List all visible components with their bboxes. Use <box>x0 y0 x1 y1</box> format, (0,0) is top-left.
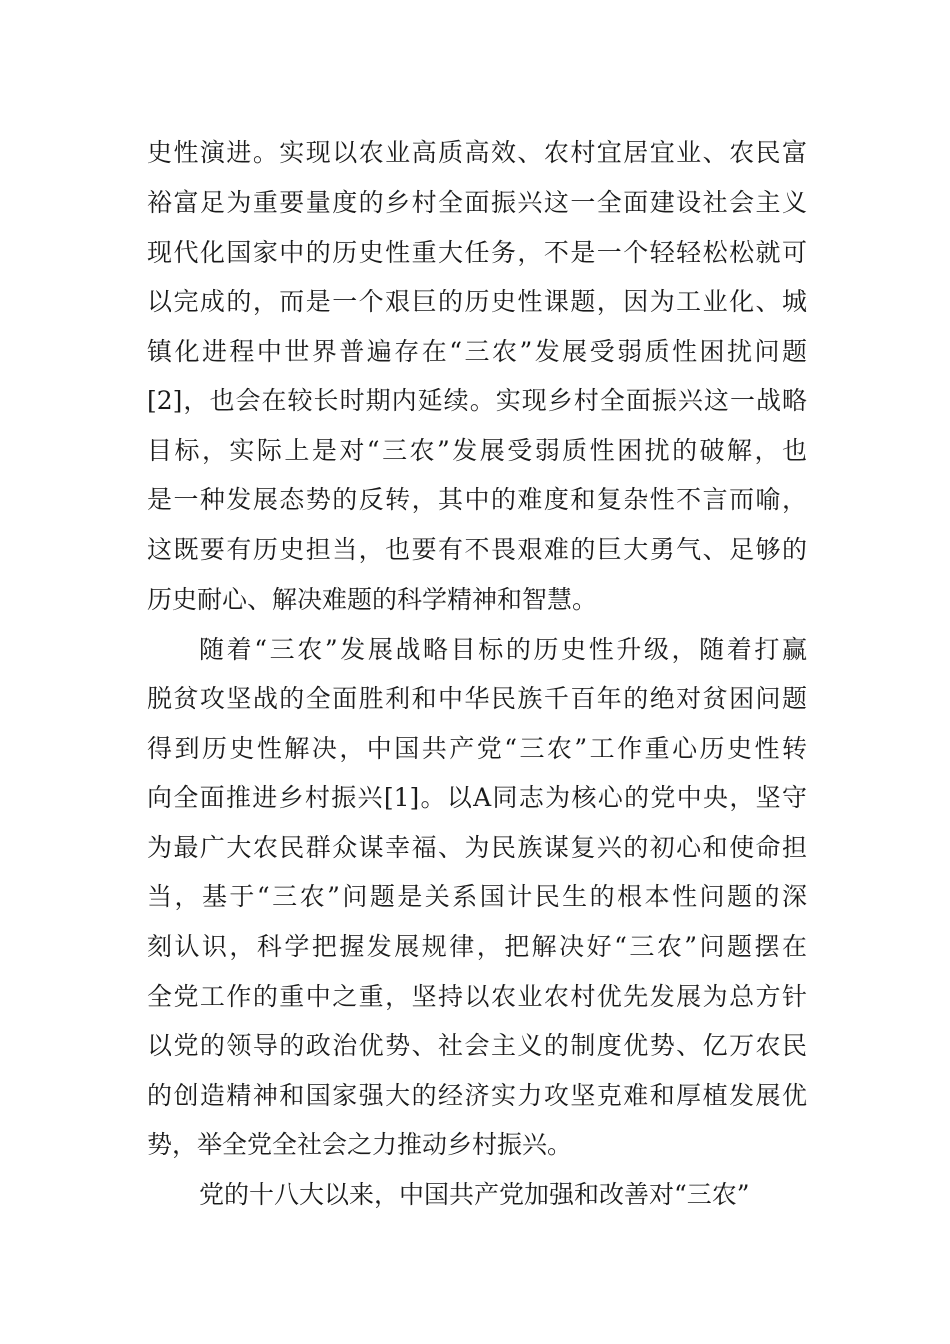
text-line: 势，举全党全社会之力推动乡村振兴。 <box>147 1130 573 1159</box>
text-line: 现代化国家中的历史性重大任务，不是一个轻轻松松就可 <box>147 238 807 267</box>
paragraph-first-line: 随着“三农”发展战略目标的历史性升级，随着打赢 <box>199 635 807 664</box>
text-line: 以完成的，而是一个艰巨的历史性课题，因为工业化、城 <box>147 287 807 316</box>
text-line: 的创造精神和国家强大的经济实力攻坚克难和厚植发展优 <box>147 1081 807 1110</box>
text-line: 为最广大农民群众谋幸福、为民族谋复兴的初心和使命担 <box>147 833 807 862</box>
text-line: 向全面推进乡村振兴[1]。以A同志为核心的党中央，坚守 <box>147 783 807 812</box>
text-line: 这既要有历史担当，也要有不畏艰难的巨大勇气、足够的 <box>147 535 807 564</box>
text-line: 是一种发展态势的反转，其中的难度和复杂性不言而喻， <box>147 485 807 514</box>
text-line: 目标，实际上是对“三农”发展受弱质性困扰的破解，也 <box>147 436 807 465</box>
text-line: 脱贫攻坚战的全面胜利和中华民族千百年的绝对贫困问题 <box>147 684 807 713</box>
text-line: 裕富足为重要量度的乡村全面振兴这一全面建设社会主义 <box>147 188 807 217</box>
text-line: 得到历史性解决，中国共产党“三农”工作重心历史性转 <box>147 734 807 763</box>
text-line: 以党的领导的政治优势、社会主义的制度优势、亿万农民 <box>147 1031 807 1060</box>
paragraph-first-line: 党的十八大以来，中国共产党加强和改善对“三农” <box>199 1180 750 1209</box>
text-line: 历史耐心、解决难题的科学精神和智慧。 <box>147 585 598 614</box>
text-line: 全党工作的重中之重，坚持以农业农村优先发展为总方针 <box>147 982 807 1011</box>
text-line: 刻认识，科学把握发展规律，把解决好“三农”问题摆在 <box>147 932 807 961</box>
text-line: 史性演进。实现以农业高质高效、农村宜居宜业、农民富 <box>147 138 807 167</box>
text-line: [2]，也会在较长时期内延续。实现乡村全面振兴这一战略 <box>147 386 807 415</box>
text-line: 当，基于“三农”问题是关系国计民生的根本性问题的深 <box>147 882 807 911</box>
text-line: 镇化进程中世界普遍存在“三农”发展受弱质性困扰问题 <box>147 337 807 366</box>
